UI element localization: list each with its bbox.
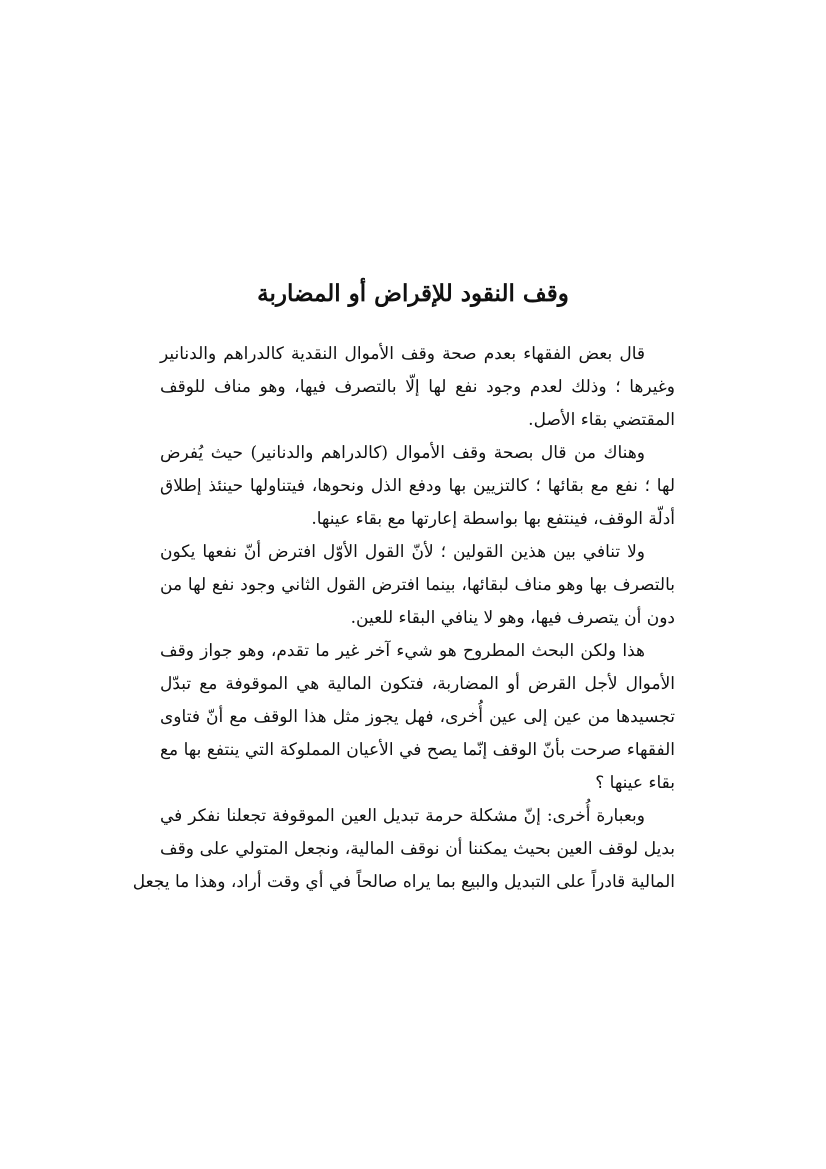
text-line: الفقهاء صرحت بأنّ الوقف إنّما يصح في الأعيان المملوكة التي ينتفع بها مع (160, 740, 675, 760)
paragraph (160, 437, 675, 536)
text-line: وهناك من قال بصحة وقف الأموال (كالدراهم والدنانير) حيث يُفرض (160, 443, 645, 463)
paragraph (160, 338, 675, 437)
text-line: بديل لوقف العين بحيث يمكننا أن نوقف المالية، ونجعل المتولي على وقف (160, 839, 675, 859)
text-line: هذا ولكن البحث المطروح هو شيء آخر غير ما تقدم، وهو جواز وقف (160, 641, 645, 661)
paragraph (160, 635, 675, 800)
page-title: وقف النقود للإقراض أو المضاربة (257, 280, 569, 307)
text-line: المالية قادراً على التبديل والبيع بما يراه صالحاً في أي وقت أراد، وهذا ما يجعل (132, 872, 675, 892)
text-line: تجسيدها من عين إلى عين أُخرى، فهل يجوز مثل هذا الوقف مع أنّ فتاوى (160, 707, 675, 727)
body-text (132, 338, 675, 899)
text-line: المقتضي بقاء الأصل. (528, 410, 675, 430)
text-line: ولا تنافي بين هذين القولين ؛ لأنّ القول الأوّل افترض أنّ نفعها يكون (160, 542, 645, 562)
text-line: الأموال لأجل القرض أو المضاربة، فتكون المالية هي الموقوفة مع تبدّل (160, 674, 675, 694)
text-line: لها ؛ نفع مع بقائها ؛ كالتزيين بها ودفع الذل ونحوها، فيتناولها حينئذ إطلاق (160, 476, 675, 496)
text-line: بقاء عينها ؟ (595, 773, 675, 793)
text-line: قال بعض الفقهاء بعدم صحة وقف الأموال النقدية كالدراهم والدنانير (160, 344, 645, 364)
paragraph (160, 536, 675, 635)
text-line: وبعبارة أُخرى: إنّ مشكلة حرمة تبديل العين الموقوفة تجعلنا نفكر في (160, 806, 645, 826)
text-line: وغيرها ؛ وذلك لعدم وجود نفع لها إلّا بالتصرف فيها، وهو مناف للوقف (160, 377, 675, 397)
text-line: بالتصرف بها وهو مناف لبقائها، بينما افترض القول الثاني وجود نفع لها من (160, 575, 675, 595)
text-line: دون أن يتصرف فيها، وهو لا ينافي البقاء للعين. (350, 608, 675, 628)
paragraph (132, 800, 675, 899)
text-line: أدلّة الوقف، فينتفع بها بواسطة إعارتها مع بقاء عينها. (311, 509, 675, 529)
